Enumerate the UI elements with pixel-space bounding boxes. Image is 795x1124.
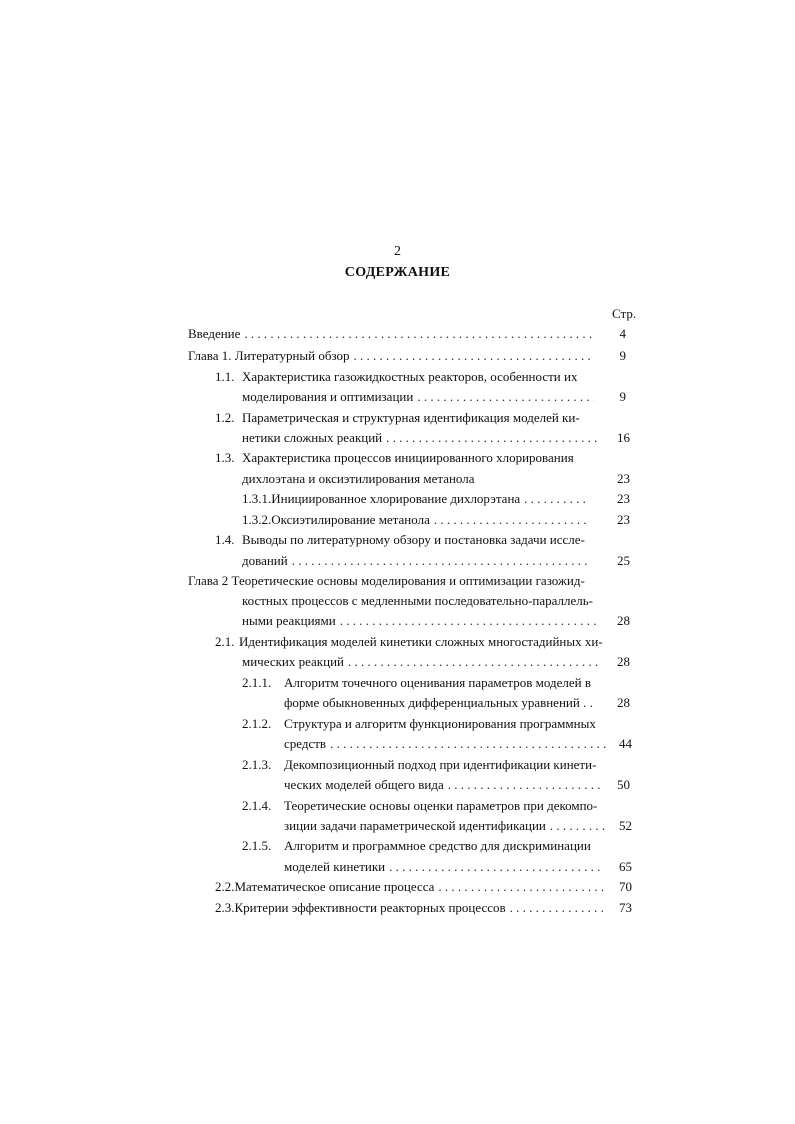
toc-entry-title: Глава 1. Литературный обзор <box>188 348 350 363</box>
toc-entry-1-2 <box>215 410 615 426</box>
toc-entry-2-1-4-cont <box>284 818 612 834</box>
toc-entry-1-1-cont <box>242 389 598 405</box>
toc-entry-2-1-5-cont <box>284 859 606 875</box>
toc-entry-2-1 <box>215 634 615 650</box>
toc-entry-title: Оксиэтилирование метанола <box>271 512 430 527</box>
toc-entry-2-3 <box>215 900 607 916</box>
toc-entry-page: 28 <box>617 654 630 669</box>
toc-entry-number: 2.1.3. <box>242 757 272 772</box>
toc-entry-chapter-2-cont-2 <box>242 613 604 629</box>
toc-entry-2-1-4 <box>242 798 612 814</box>
toc-entry-chapter-2 <box>188 573 608 589</box>
toc-entry-page: 9 <box>619 389 626 404</box>
page-column-label: Стр. <box>612 306 637 321</box>
page-number: 2 <box>394 244 401 259</box>
toc-entry-page: 50 <box>617 777 630 792</box>
toc-entry-title: ческих моделей общего вида <box>284 777 444 792</box>
toc-entry-2-1-2-cont <box>284 736 614 752</box>
toc-entry-1-2-cont <box>242 430 604 446</box>
toc-entry-number: 2.1. <box>215 634 235 649</box>
toc-entry-number: 2.1.5. <box>242 838 272 853</box>
toc-entry-number: 2.1.4. <box>242 798 272 813</box>
toc-entry-2-2 <box>215 879 610 895</box>
toc-entry-chapter-2-cont-1 <box>242 593 612 609</box>
toc-entry-title: зиции задачи параметрической идентификации <box>284 818 546 833</box>
toc-entry-title: дований <box>242 553 288 568</box>
toc-entry-number: 1.4. <box>215 532 235 547</box>
toc-entry-1-3 <box>215 450 615 466</box>
toc-entry-2-1-cont <box>242 654 604 670</box>
toc-entry-page: 9 <box>619 348 626 363</box>
toc-entry-1-1 <box>215 369 615 385</box>
toc-entry-2-1-5 <box>242 838 612 854</box>
toc-entry-title: Теоретические основы оценки параметров при декомпо- <box>284 798 598 813</box>
toc-entry-number: 1.1. <box>215 369 235 384</box>
toc-entry-title: Глава 2 Теоретические основы моделирования и оптимизации газожид- <box>188 573 585 588</box>
toc-entry-title: костных процессов с медленными последовательно-параллель- <box>242 593 594 608</box>
toc-entry-page: 70 <box>619 879 632 894</box>
toc-entry-title: Алгоритм точечного оценивания параметров моделей в <box>284 675 591 690</box>
toc-entry-title: Критерии эффективности реакторных процессов <box>234 900 506 915</box>
toc-entry-number: 2.1.1. <box>242 675 272 690</box>
toc-entry-1-3-1 <box>242 491 594 507</box>
toc-entry-1-3-cont <box>242 471 604 487</box>
toc-entry-number: 2.1.2. <box>242 716 272 731</box>
toc-entry-page: 44 <box>619 736 632 751</box>
toc-entry-title: Декомпозиционный подход при идентификации кинети- <box>284 757 597 772</box>
page-title: СОДЕРЖАНИЕ <box>344 265 451 280</box>
toc-entry-title: Структура и алгоритм функционирования программных <box>284 716 596 731</box>
toc-entry-title: моделирования и оптимизации <box>242 389 414 404</box>
toc-entry-page: 28 <box>617 613 630 628</box>
toc-entry-number: 1.3.1. <box>242 491 272 506</box>
toc-entry-2-1-3 <box>242 757 612 773</box>
toc-entry-chapter-1 <box>188 348 598 364</box>
toc-entry-number: 1.2. <box>215 410 235 425</box>
toc-entry-2-1-1-cont <box>284 695 614 711</box>
toc-entry-1-4-cont <box>242 553 594 569</box>
toc-entry-number: 1.3. <box>215 450 235 465</box>
toc-entry-2-1-2 <box>242 716 612 732</box>
toc-entry-title: ными реакциями <box>242 613 336 628</box>
toc-entry-2-1-1 <box>242 675 612 691</box>
toc-entry-title: Параметрическая и структурная идентификация моделей ки- <box>242 410 580 425</box>
toc-entry-page: 23 <box>617 471 630 486</box>
toc-entry-number: 1.3.2. <box>242 512 272 527</box>
toc-entry-1-4 <box>215 532 615 548</box>
toc-entry-title: средств <box>284 736 327 751</box>
toc-entry-title: мических реакций <box>242 654 344 669</box>
toc-entry-title: моделей кинетики <box>284 859 386 874</box>
toc-entry-page: 16 <box>617 430 630 445</box>
toc-entry-title: Введение <box>188 326 241 341</box>
toc-entry-title: форме обыкновенных дифференциальных уравнений . . <box>284 695 593 710</box>
toc-entry-title: нетики сложных реакций <box>242 430 383 445</box>
toc-entry-title: Выводы по литературному обзору и постановка задачи иссле- <box>242 532 585 547</box>
toc-entry-1-3-2 <box>242 512 594 528</box>
toc-entry-page: 23 <box>617 512 630 527</box>
toc-entry-page: 65 <box>619 859 632 874</box>
toc-entry-page: 25 <box>617 553 630 568</box>
toc-entry-introduction <box>188 326 598 342</box>
toc-entry-title: Характеристика газожидкостных реакторов, особенности их <box>242 369 578 384</box>
toc-entry-title: Математическое описание процесса <box>234 879 435 894</box>
toc-entry-page: 28 <box>617 695 630 710</box>
toc-entry-number: 2.2. <box>215 879 235 894</box>
toc-entry-page: 52 <box>619 818 632 833</box>
toc-entry-page: 73 <box>619 900 632 915</box>
toc-entry-title: дихлоэтана и оксиэтилирования метанола <box>242 471 475 486</box>
toc-entry-title: Алгоритм и программное средство для дискриминации <box>284 838 591 853</box>
toc-entry-page: 23 <box>617 491 630 506</box>
toc-entry-number: 2.3. <box>215 900 235 915</box>
toc-entry-title: Характеристика процессов инициированного хлорирования <box>242 450 574 465</box>
toc-entry-title: Инициированное хлорирование дихлорэтана <box>271 491 521 506</box>
toc-entry-page: 4 <box>619 326 626 341</box>
toc-entry-title: Идентификация моделей кинетики сложных многостадийных хи- <box>239 634 603 649</box>
toc-entry-2-1-3-cont <box>284 777 606 793</box>
